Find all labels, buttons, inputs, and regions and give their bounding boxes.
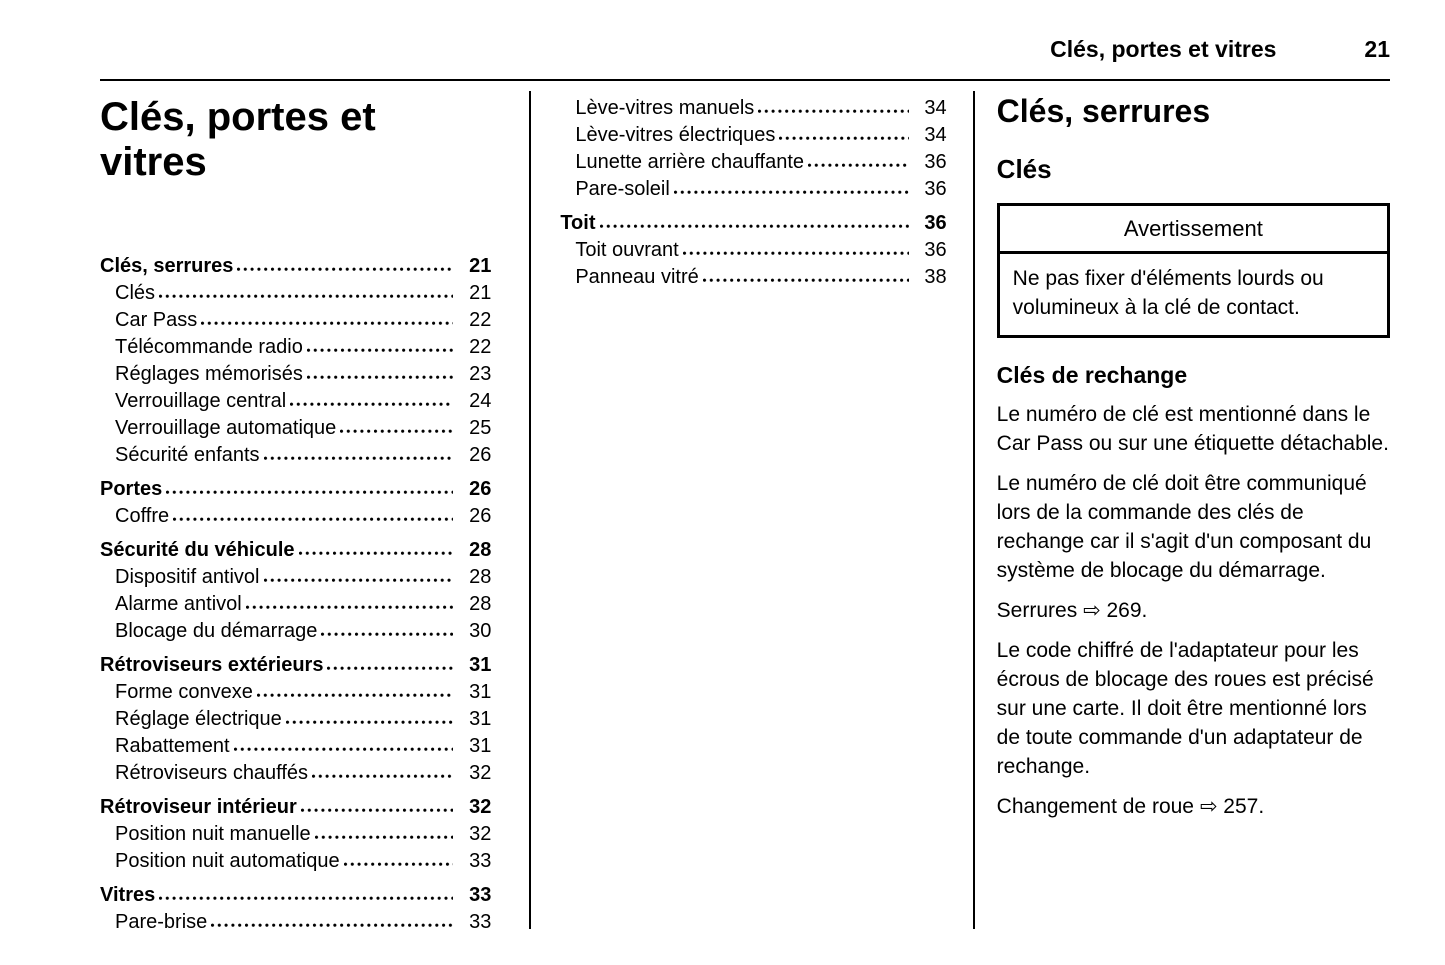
toc-entry-page: 28 (469, 539, 492, 561)
page-reference-arrow-icon: ⇨ (1199, 794, 1218, 818)
paragraph: Le numéro de clé doit être communiqué lors de la commande des clés de rechange car il s'agit d'un composant du système de blocage du démarrage. (996, 472, 1372, 582)
toc-entry-page: 36 (924, 239, 947, 261)
toc-dot-leader (301, 799, 454, 813)
toc-entry (100, 253, 491, 280)
toc-entry-label: Clés, serrures (100, 255, 234, 277)
sub-heading-cles-de-rechange: Clés de rechange (996, 362, 1188, 388)
toc-column-middle (531, 91, 972, 929)
toc-entry-label: Pare-soleil (575, 178, 670, 200)
warning-box (997, 203, 1390, 338)
toc-entry-label: Verrouillage automatique (115, 417, 337, 439)
toc-entry-label: Portes (100, 478, 163, 500)
toc-dot-leader (307, 339, 453, 353)
toc-entry-page: 36 (924, 151, 947, 173)
toc-dot-leader (315, 826, 454, 840)
toc-dot-leader (312, 765, 453, 779)
toc-entry-page: 38 (924, 266, 947, 288)
paragraph: Le code chiffré de l'adaptateur pour les écrous de blocage des roues est précisé sur une carte. Il doit être mentionné lors de toute commande d'un adaptateur de rechange. (996, 639, 1374, 778)
toc-entry-page: 28 (469, 566, 492, 588)
toc-entry-page: 30 (469, 620, 492, 642)
toc-entry (560, 210, 946, 237)
toc-entry-page: 32 (469, 796, 492, 818)
toc-entry-page: 24 (469, 390, 492, 412)
toc-entry-label: Lunette arrière chauffante (575, 151, 805, 173)
table-of-contents-left (100, 253, 491, 936)
toc-entry (100, 415, 491, 442)
toc-entry-label: Verrouillage central (115, 390, 287, 412)
page-reference-arrow-icon: ⇨ (1083, 598, 1101, 622)
toc-entry-page: 23 (469, 363, 492, 385)
warning-body: Ne pas fixer d'éléments lourds ou volumineux à la clé de contact. (1012, 267, 1324, 319)
toc-dot-leader (299, 542, 454, 556)
toc-dot-leader (257, 684, 453, 698)
toc-entry (100, 334, 491, 361)
toc-entry-label: Alarme antivol (115, 593, 242, 615)
toc-dot-leader (600, 215, 909, 229)
toc-dot-leader (211, 914, 453, 928)
toc-entry-label: Pare-brise (115, 911, 208, 933)
toc-dot-leader (290, 393, 453, 407)
toc-entry-page: 25 (469, 417, 492, 439)
toc-entry-label: Rabattement (115, 735, 230, 757)
toc-dot-leader (683, 242, 909, 256)
toc-dot-leader (340, 420, 453, 434)
toc-entry (100, 882, 491, 909)
toc-dot-leader (237, 258, 453, 272)
toc-dot-leader (344, 853, 454, 867)
toc-entry-page: 21 (469, 282, 492, 304)
toc-entry (100, 476, 491, 503)
cross-reference (997, 596, 1390, 625)
cross-reference-page: 269. (1106, 599, 1148, 622)
toc-entry (100, 503, 491, 530)
toc-entry (100, 909, 491, 936)
toc-entry (100, 848, 491, 875)
toc-dot-leader (327, 657, 453, 671)
toc-entry-label: Réglages mémorisés (115, 363, 303, 385)
toc-entry (100, 821, 491, 848)
toc-entry (100, 591, 491, 618)
cross-reference (997, 792, 1390, 821)
toc-dot-leader (758, 100, 908, 114)
toc-entry-label: Position nuit automatique (115, 850, 340, 872)
toc-entry (560, 149, 946, 176)
toc-entry (560, 95, 946, 122)
toc-entry-label: Coffre (115, 505, 170, 527)
toc-entry-page: 31 (469, 681, 492, 703)
toc-entry-page: 34 (924, 124, 947, 146)
toc-entry (560, 176, 946, 203)
page-header (100, 30, 1390, 79)
warning-title: Avertissement (1000, 206, 1387, 254)
toc-entry-page: 36 (924, 212, 947, 234)
toc-entry-label: Panneau vitré (575, 266, 699, 288)
toc-entry-label: Sécurité du véhicule (100, 539, 295, 561)
toc-dot-leader (286, 711, 454, 725)
toc-entry-page: 31 (469, 654, 492, 676)
toc-entry (100, 442, 491, 469)
toc-entry-label: Clés (115, 282, 156, 304)
toc-dot-leader (703, 269, 909, 283)
toc-entry-label: Vitres (100, 884, 156, 906)
toc-entry-page: 33 (469, 911, 492, 933)
chapter-title: Clés, portes et vitres (100, 95, 376, 184)
toc-entry (560, 237, 946, 264)
table-of-contents-middle (560, 95, 946, 291)
toc-entry (560, 264, 946, 291)
toc-entry (100, 679, 491, 706)
toc-entry (100, 618, 491, 645)
page-number: 21 (1364, 36, 1390, 62)
toc-entry-label: Télécommande radio (115, 336, 303, 358)
content-column (975, 91, 1390, 929)
toc-dot-leader (173, 508, 453, 522)
toc-entry (560, 122, 946, 149)
header-rule (100, 79, 1390, 81)
toc-column-left (100, 91, 529, 933)
toc-dot-leader (779, 127, 908, 141)
toc-dot-leader (159, 887, 453, 901)
section-title: Clés, serrures (996, 93, 1211, 129)
toc-entry-label: Rétroviseurs chauffés (115, 762, 309, 784)
toc-entry-page: 26 (469, 478, 492, 500)
toc-dot-leader (808, 154, 909, 168)
toc-entry (100, 280, 491, 307)
toc-dot-leader (321, 623, 453, 637)
toc-entry-page: 26 (469, 444, 492, 466)
toc-entry (100, 733, 491, 760)
toc-dot-leader (246, 596, 454, 610)
toc-entry-page: 28 (469, 593, 492, 615)
toc-dot-leader (264, 447, 454, 461)
toc-entry-page: 32 (469, 762, 492, 784)
toc-entry-page: 22 (469, 336, 492, 358)
toc-dot-leader (166, 481, 453, 495)
toc-dot-leader (201, 312, 453, 326)
toc-entry-page: 22 (469, 309, 492, 331)
cross-reference-label: Changement de roue (996, 795, 1194, 818)
toc-entry-page: 32 (469, 823, 492, 845)
toc-entry-label: Forme convexe (115, 681, 253, 703)
toc-entry-page: 33 (469, 850, 492, 872)
toc-entry-page: 31 (469, 735, 492, 757)
toc-entry (100, 564, 491, 591)
toc-entry-page: 26 (469, 505, 492, 527)
toc-entry-page: 33 (469, 884, 492, 906)
toc-entry-page: 21 (469, 255, 492, 277)
toc-entry-label: Sécurité enfants (115, 444, 260, 466)
toc-entry (100, 706, 491, 733)
subsection-title: Clés (996, 154, 1052, 184)
toc-entry-page: 36 (924, 178, 947, 200)
toc-dot-leader (264, 569, 454, 583)
toc-entry-label: Rétroviseurs extérieurs (100, 654, 324, 676)
toc-entry-label: Car Pass (115, 309, 198, 331)
toc-entry (100, 652, 491, 679)
toc-entry (100, 361, 491, 388)
toc-entry-label: Dispositif antivol (115, 566, 260, 588)
toc-entry (100, 537, 491, 564)
toc-dot-leader (307, 366, 453, 380)
toc-entry-label: Lève-vitres électriques (575, 124, 776, 146)
toc-entry (100, 388, 491, 415)
running-header-title: Clés, portes et vitres (1050, 36, 1277, 62)
toc-entry-label: Lève-vitres manuels (575, 97, 755, 119)
cross-reference-label: Serrures (996, 599, 1078, 622)
toc-entry-label: Réglage électrique (115, 708, 282, 730)
toc-entry-page: 34 (924, 97, 947, 119)
toc-dot-leader (159, 285, 453, 299)
toc-entry-page: 31 (469, 708, 492, 730)
toc-entry (100, 307, 491, 334)
cross-reference-page: 257. (1223, 795, 1265, 818)
content-columns (100, 91, 1390, 933)
paragraph: Le numéro de clé est mentionné dans le Car Pass ou sur une étiquette détachable. (996, 403, 1389, 455)
toc-dot-leader (674, 181, 909, 195)
toc-dot-leader (234, 738, 454, 752)
toc-entry-label: Position nuit manuelle (115, 823, 311, 845)
toc-entry (100, 794, 491, 821)
toc-entry-label: Blocage du démarrage (115, 620, 318, 642)
toc-entry-label: Toit ouvrant (575, 239, 679, 261)
toc-entry-label: Toit (560, 212, 596, 234)
toc-entry-label: Rétroviseur intérieur (100, 796, 297, 818)
toc-entry (100, 760, 491, 787)
